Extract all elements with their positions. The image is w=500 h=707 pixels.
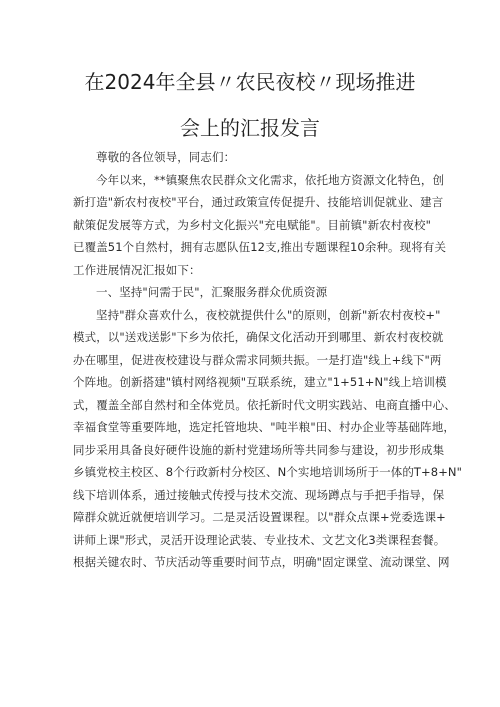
paragraph-2-line: 个阵地。创新搭建"镇村网络视频"互联系统，建立"1+51+N"线上培训模 [73,375,447,389]
paragraph-2-line: 讲师上课"形式，灵活开设理论武装、专业技术、文艺文化3类课程套餐。 [73,532,446,547]
paragraph-2-line: 坚持"群众喜欢什么，夜校就提供什么"的原则，创新"新农村夜校+" [96,307,441,322]
document-body [73,146,463,574]
paragraph-2-line: 办在哪里，促进夜校建设与群众需求同频共振。一是打造"线上+线下"两 [73,352,442,367]
greeting: 尊敬的各位领导，同志们： [96,150,236,164]
paragraph-2-line: 障群众就近就便培训学习。二是灵活设置课程。以"群众点课+党委选课+ [73,510,446,524]
paragraph-2-line: 根据关键农时、节庆活动等重要时间节点，明确"固定课堂、流动课堂、网 [73,555,450,569]
paragraph-2 [73,304,463,574]
paragraph-2-line: 模式，以"送戏送影"下乡为依托，确保文化活动开到哪里、新农村夜校就 [73,330,444,344]
paragraph-1-line: 新打造"新农村夜校"平台，通过政策宣传促提升、技能培训促就业、建言 [73,195,444,209]
paragraph-1-line: 献策促发展等方式，为乡村文化振兴"充电赋能"。目前镇"新农村夜校" [73,217,431,232]
paragraph-1-line: 今年以来，**镇聚焦农民群众文化需求，依托地方资源文化特色，创 [96,172,445,187]
paragraph-2-line: 乡镇党校主校区、8个行政新村分校区、N个实地培训场所于一体的T+8+N" [73,465,463,479]
paragraph-2-line: 线下培训体系，通过接触式传授与技术交流、现场蹲点与手把手指导，保 [73,487,445,502]
paragraph-2-line: 同步采用具备良好硬件设施的新村党建场所等共同参与建设，初步形成集 [73,442,445,457]
paragraph-2-line: 式，覆盖全部自然村和全体党员。依托新时代文明实践站、电商直播中心、 [73,397,456,412]
paragraph-1-line: 工作进展情况汇报如下： [73,262,201,277]
document-title-line-1: 在2024年全县〃农民夜校〃现场推进 [84,70,416,94]
paragraph-1-line: 已覆盖51个自然村，拥有志愿队伍12支,推出专题课程10余种。现将有关 [73,240,447,254]
document-title-line-2: 会上的汇报发言 [180,116,320,140]
section-heading-1: 一、坚持"问需于民"，汇聚服务群众优质资源 [96,285,328,299]
paragraph-2-line: 幸福食堂等重要阵地，选定托管地块、"吨半粮"田、村办企业等基础阵地， [73,420,455,434]
paragraph-1 [73,169,447,282]
